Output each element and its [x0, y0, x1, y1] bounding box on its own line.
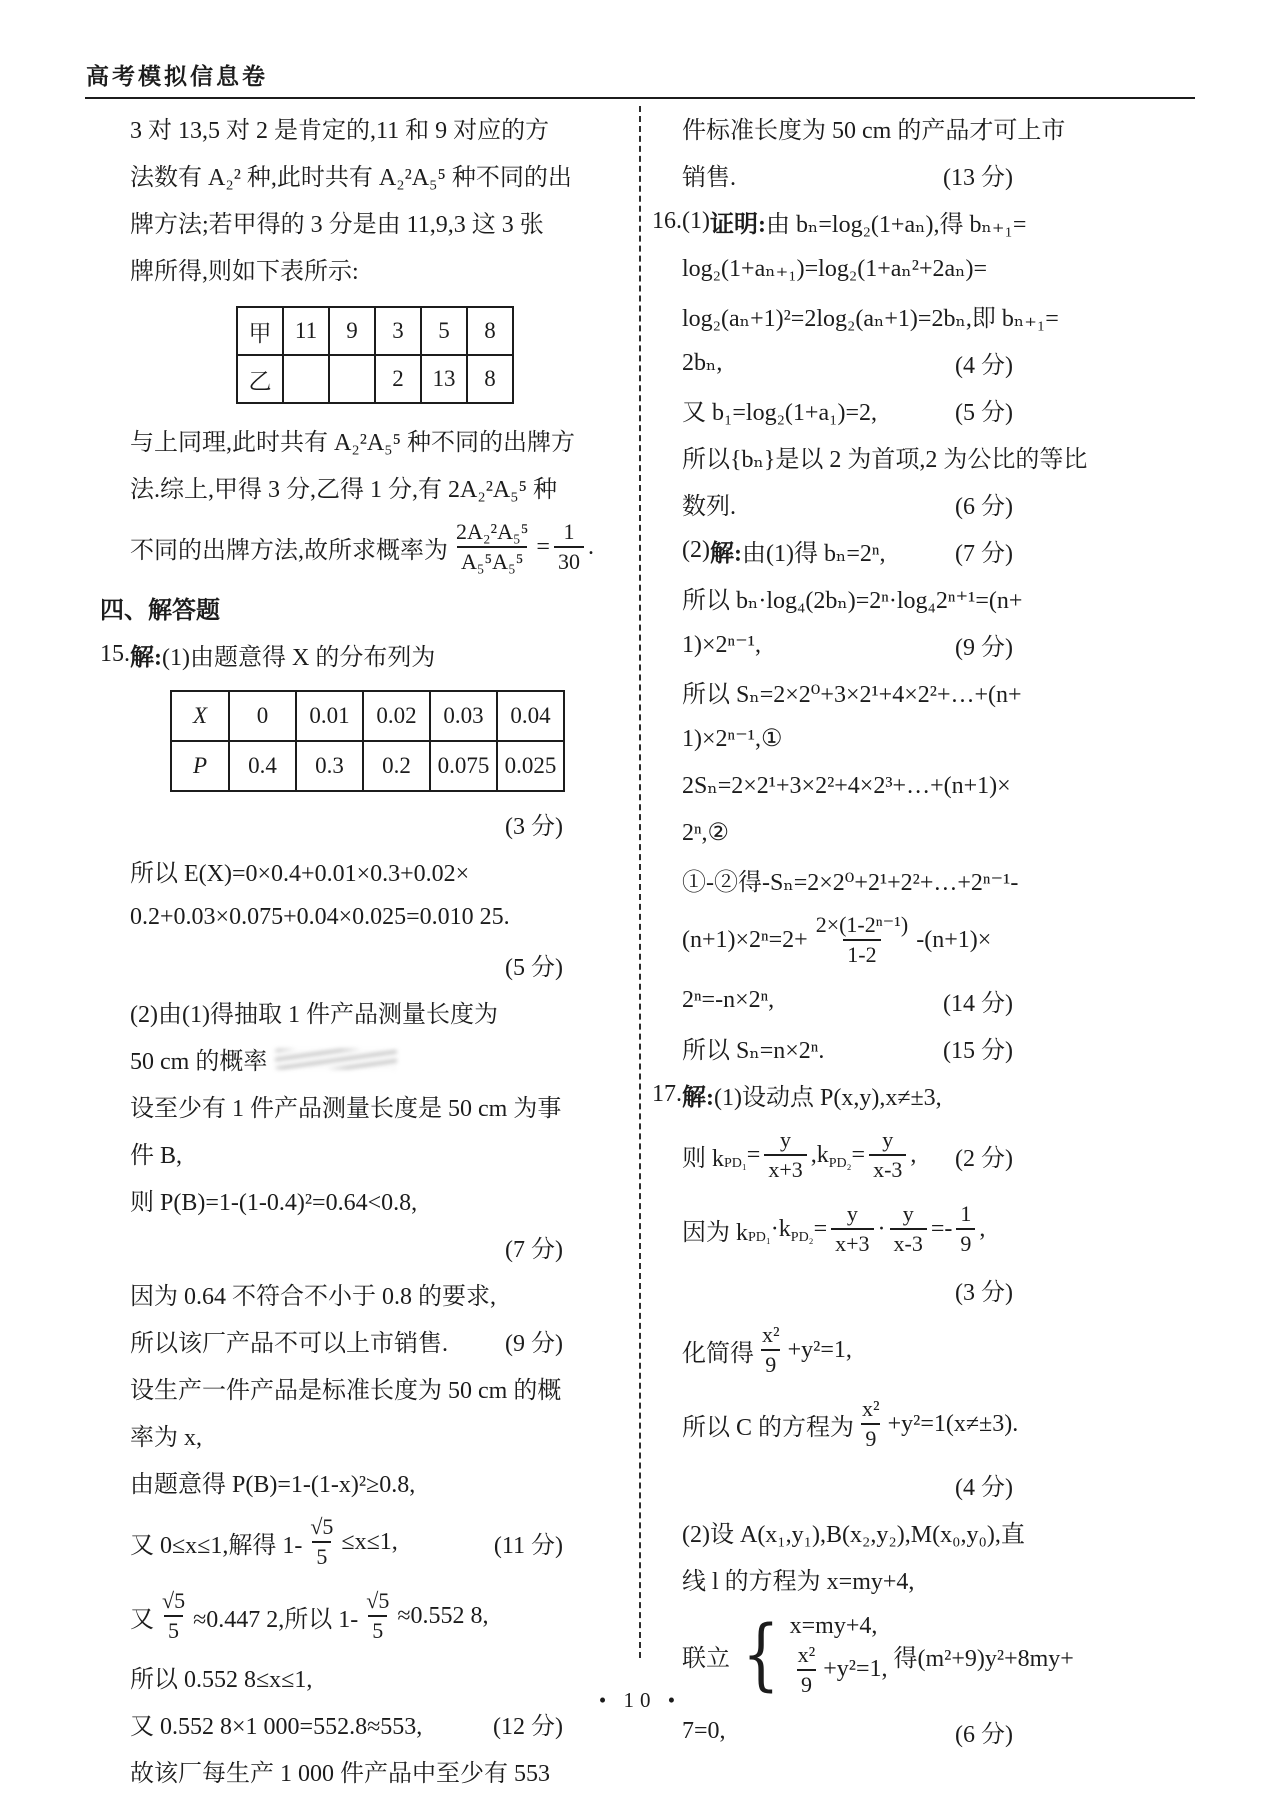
text-segment: (2)由(1)得抽取 1 件产品测量长度为	[130, 1002, 498, 1028]
fraction	[858, 1396, 884, 1452]
score-mark: (4 分)	[955, 1475, 1013, 1501]
fraction	[362, 1588, 393, 1644]
text-segment: 则 P(B)=1-(1-0.4)²=0.64<0.8,	[130, 1190, 418, 1216]
solution-line	[652, 292, 1105, 339]
text-segment: 牌方法;若甲得的 3 分是由 11,9,3 这 3 张	[130, 212, 544, 238]
text-segment: 0.2+0.03×0.075+0.04×0.025=0.010 25.	[130, 904, 510, 930]
text-segment: 所以 E(X)=0×0.4+0.01×0.3+0.02×	[130, 861, 470, 887]
table-cell: P	[171, 741, 229, 791]
text-segment: (1)设动点 P(x,y),x≠±3,	[714, 1085, 942, 1111]
solution-line	[100, 1176, 587, 1223]
text-segment: 设至少有 1 件产品测量长度是 50 cm 为事	[130, 1096, 562, 1122]
solution-line	[652, 762, 1105, 809]
solution-line	[652, 433, 1105, 480]
text-segment: 16.(1)	[652, 208, 710, 234]
fraction-denominator: 30	[554, 546, 584, 575]
solution-line	[652, 527, 1105, 574]
fraction-denominator: x+3	[831, 1228, 873, 1257]
fraction-denominator: x+3	[764, 1154, 806, 1183]
score-mark: (15 分)	[943, 1038, 1013, 1064]
text-segment: 因为 k	[682, 1219, 748, 1246]
text-segment: =	[536, 533, 550, 560]
text-segment: 故该厂每生产 1 000 件产品中至少有 553	[130, 1761, 550, 1787]
distribution-table	[170, 690, 565, 792]
bold-text-segment: 解:	[130, 645, 162, 671]
text-segment: 线 l 的方程为 x=my+4,	[682, 1569, 915, 1595]
score-line	[652, 1266, 1105, 1313]
table-cell: 0.2	[363, 741, 430, 791]
score-mark: (2 分)	[955, 1145, 1013, 1172]
solution-line	[100, 416, 587, 463]
text-segment: (2)设 A(x₁,y₁),B(x₂,y₂),M(x₀,y₀),直	[682, 1522, 1025, 1548]
text-segment: +y²=1,	[787, 1336, 852, 1363]
text-segment: +y²=1(x≠±3).	[887, 1410, 1019, 1437]
fraction	[452, 519, 532, 575]
text-segment: 联立	[682, 1645, 730, 1672]
fraction	[306, 1514, 337, 1570]
solution-line	[652, 715, 1105, 762]
score-mark: (9 分)	[955, 635, 1013, 661]
solution-line	[652, 480, 1105, 527]
fraction-numerator: 2×(1-2ⁿ⁻¹)	[815, 912, 909, 938]
section-heading	[100, 584, 587, 631]
table-cell: 0	[229, 691, 296, 741]
fraction-denominator: 9	[761, 1349, 780, 1378]
fraction-denominator: 5	[312, 1541, 331, 1570]
problem-17-line	[652, 1071, 1105, 1118]
fraction-numerator: x²	[797, 1641, 816, 1667]
score-mark: (6 分)	[955, 494, 1013, 520]
solution-line	[652, 809, 1105, 856]
table-cell: 0.01	[296, 691, 363, 741]
score-line	[100, 1223, 587, 1270]
solution-line	[652, 339, 1105, 386]
table-cell: 0.025	[497, 741, 564, 791]
fraction	[869, 1127, 906, 1183]
table-cell: 0.3	[296, 741, 363, 791]
text-segment: (n+1)×2ⁿ=2+	[682, 926, 808, 953]
table-row	[171, 741, 564, 791]
fraction	[158, 1588, 189, 1644]
text-segment: ≈0.552 8,	[397, 1602, 489, 1629]
solution-line	[652, 151, 1105, 198]
left-column	[100, 104, 594, 1794]
text-segment: 牌所得,则如下表所示:	[130, 259, 359, 285]
right-column	[652, 104, 1105, 1755]
fraction-numerator: 2A₂²A₅⁵	[456, 519, 529, 545]
text-segment: ≈0.447 2,所以 1-	[193, 1606, 359, 1633]
text-segment: ,k	[810, 1141, 829, 1168]
fraction-denominator: 1-2	[843, 939, 880, 968]
text-segment: 由题意得 P(B)=1-(1-x)²≥0.8,	[130, 1472, 416, 1498]
fraction-denominator: x-3	[890, 1228, 927, 1257]
table-cell: X	[171, 691, 229, 741]
text-segment: 所以{bₙ}是以 2 为首项,2 为公比的等比	[682, 447, 1088, 473]
text-segment: 2ⁿ=-n×2ⁿ,	[682, 987, 775, 1013]
text-segment: (1)由题意得 X 的分布列为	[162, 645, 436, 671]
score-mark: (5 分)	[955, 400, 1013, 426]
fraction-numerator: y	[846, 1201, 858, 1227]
text-segment: 法.综上,甲得 3 分,乙得 1 分,有 2A₂²A₅⁵ 种	[130, 477, 557, 503]
fraction-numerator: √5	[310, 1514, 334, 1540]
text-segment: 设生产一件产品是标准长度为 50 cm 的概	[130, 1378, 562, 1404]
score-mark: (9 分)	[505, 1331, 563, 1357]
text-segment: log₂(1+aₙ₊₁)=log₂(1+aₙ²+2aₙ)=	[682, 256, 988, 282]
table-cell: 8	[467, 307, 513, 355]
fraction-numerator: x²	[862, 1396, 880, 1422]
solution-line	[100, 104, 587, 151]
fraction-denominator: A₅⁵A₅⁵	[457, 546, 527, 575]
score-mark: (6 分)	[955, 1722, 1013, 1748]
text-segment: 所以 0.552 8≤x≤1,	[130, 1667, 313, 1693]
table-cell: 8	[467, 355, 513, 403]
text-segment: =-	[930, 1215, 953, 1242]
solution-line	[100, 847, 587, 894]
solution-line	[652, 574, 1105, 621]
subscript-segment: PD₁	[748, 1230, 771, 1245]
table-cell: 0.03	[430, 691, 497, 741]
solution-line	[652, 977, 1105, 1024]
solution-line	[652, 386, 1105, 433]
header-rule	[85, 97, 1195, 99]
text-segment: 15.	[100, 641, 130, 667]
text-segment: 所以该厂产品不可以上市销售.	[130, 1331, 448, 1357]
score-mark: (12 分)	[493, 1714, 563, 1740]
text-segment: 7=0,	[682, 1718, 726, 1744]
text-segment: 又	[130, 1606, 154, 1633]
text-segment: 所以 bₙ·log₄(2bₙ)=2ⁿ·log₄2ⁿ⁺¹=(n+	[682, 588, 1023, 614]
fraction	[554, 519, 584, 575]
text-segment: ·k	[770, 1215, 791, 1242]
text-segment: 由 bₙ=log₂(1+aₙ),得 bₙ₊₁=	[765, 212, 1027, 238]
fraction-numerator: √5	[366, 1588, 390, 1614]
brace-glyph: {	[742, 1609, 780, 1700]
score-line	[100, 941, 587, 988]
solution-line	[100, 894, 587, 941]
fraction-numerator: 1	[960, 1201, 972, 1227]
solution-line	[652, 1708, 1105, 1755]
solution-line-fraction	[100, 510, 594, 584]
text-segment: 又 b₁=log₂(1+a₁)=2,	[682, 400, 878, 426]
text-segment: 2ⁿ,②	[682, 820, 730, 846]
table-cell: 11	[283, 307, 329, 355]
solution-line-smudged	[100, 1035, 587, 1082]
fraction-denominator: 5	[164, 1615, 183, 1644]
table-cell: 0.4	[229, 741, 296, 791]
fraction-numerator: y	[902, 1201, 914, 1227]
text-segment: 化简得	[682, 1340, 754, 1367]
score-mark: (4 分)	[955, 353, 1013, 379]
table-cell	[329, 355, 375, 403]
fraction	[812, 912, 913, 968]
fraction-denominator: x-3	[869, 1154, 906, 1183]
text-segment: 又 0≤x≤1,解得 1-	[130, 1532, 303, 1559]
text-segment: -(n+1)×	[916, 926, 992, 953]
solution-line	[652, 1508, 1105, 1555]
fraction-denominator: 9	[861, 1423, 880, 1452]
score-mark: (3 分)	[505, 814, 563, 840]
table-cell: 0.02	[363, 691, 430, 741]
text-segment: log₂(aₙ+1)²=2log₂(aₙ+1)=2bₙ,即 bₙ₊₁=	[682, 306, 1059, 332]
card-score-table	[236, 306, 514, 404]
solution-line	[100, 1458, 587, 1505]
table-row	[237, 355, 513, 403]
solution-line	[652, 104, 1105, 151]
text-segment: 又 0.552 8×1 000=552.8≈553,	[130, 1714, 423, 1740]
redaction-smudge	[275, 1049, 397, 1069]
text-segment: 由(1)得 bₙ=2ⁿ,	[741, 541, 886, 567]
table-cell: 3	[375, 307, 421, 355]
fraction-numerator: √5	[162, 1588, 186, 1614]
table-row	[171, 691, 564, 741]
fraction	[956, 1201, 975, 1257]
score-mark: (3 分)	[955, 1280, 1013, 1306]
text-segment: 3 对 13,5 对 2 是肯定的,11 和 9 对应的方	[130, 118, 550, 144]
solution-line	[652, 668, 1105, 715]
solution-line-fraction	[100, 1505, 587, 1579]
score-mark: (7 分)	[955, 541, 1013, 567]
subscript-segment: PD₂	[828, 1156, 852, 1171]
score-mark: (13 分)	[943, 165, 1013, 191]
fraction-denominator: 9	[797, 1669, 816, 1698]
solution-line	[100, 988, 587, 1035]
column-divider	[639, 106, 641, 1658]
table-cell: 2	[375, 355, 421, 403]
fraction	[764, 1127, 806, 1183]
solution-line	[100, 1129, 587, 1176]
fraction	[831, 1201, 873, 1257]
table-cell	[283, 355, 329, 403]
text-segment: ,	[910, 1141, 917, 1168]
solution-line	[100, 1270, 587, 1317]
subscript-segment: PD₂	[790, 1230, 814, 1245]
text-segment: 50 cm 的概率	[130, 1049, 268, 1075]
text-segment: 数列.	[682, 494, 736, 520]
fraction-numerator: y	[780, 1127, 792, 1153]
fraction-denominator: 5	[368, 1615, 387, 1644]
equation-stack-row	[790, 1613, 878, 1640]
text-segment: 法数有 A₂² 种,此时共有 A₂²A₅⁵ 种不同的出	[130, 165, 572, 191]
text-segment: 不同的出牌方法,故所求概率为	[130, 537, 448, 564]
fraction-numerator: y	[882, 1127, 894, 1153]
table-cell: 0.075	[430, 741, 497, 791]
table-row	[237, 307, 513, 355]
solution-line	[100, 1082, 587, 1129]
text-segment: (2)	[682, 537, 710, 563]
table-cell: 5	[421, 307, 467, 355]
solution-line	[100, 245, 587, 292]
text-segment: ≤x≤1,	[341, 1528, 398, 1555]
problem-16-line	[652, 198, 1105, 245]
score-mark: (7 分)	[505, 1237, 563, 1263]
solution-line	[652, 621, 1105, 668]
solution-line	[652, 245, 1105, 292]
score-mark: (14 分)	[943, 991, 1013, 1017]
solution-line	[652, 856, 1105, 903]
solution-line	[100, 151, 587, 198]
solution-line-fraction	[652, 903, 1105, 977]
page-number: • 10 •	[598, 1688, 682, 1712]
text-segment: 率为 x,	[130, 1425, 202, 1451]
text-segment: x=my+4,	[789, 1612, 878, 1639]
page-title: 高考模拟信息卷	[86, 64, 268, 89]
text-segment: 2bₙ,	[682, 350, 723, 376]
fraction-numerator: x²	[762, 1322, 780, 1348]
table-cell: 0.04	[497, 691, 564, 741]
problem-15-line	[100, 631, 587, 678]
subscript-segment: PD₁	[724, 1156, 747, 1171]
solution-line	[100, 1747, 587, 1794]
table-cell: 13	[421, 355, 467, 403]
solution-line	[652, 1024, 1105, 1071]
fraction-denominator: 9	[956, 1228, 975, 1257]
solution-line-fraction	[652, 1192, 1105, 1266]
text-segment: 与上同理,此时共有 A₂²A₅⁵ 种不同的出牌方	[130, 430, 575, 456]
text-segment: 得(m²+9)y²+8my+	[893, 1645, 1074, 1672]
text-segment: 2Sₙ=2×2¹+3×2²+4×2³+…+(n+1)×	[682, 773, 1011, 799]
bold-text-segment: 解:	[709, 541, 742, 567]
bold-text-segment: 四、解答题	[100, 598, 220, 624]
text-segment: ·	[877, 1215, 886, 1242]
solution-line	[100, 1411, 587, 1458]
text-segment: ①-②得-Sₙ=2×2⁰+2¹+2²+…+2ⁿ⁻¹-	[682, 870, 1019, 896]
score-mark: (11 分)	[493, 1532, 563, 1559]
table-cell: 甲	[237, 307, 283, 355]
text-segment: 销售.	[682, 165, 736, 191]
bold-text-segment: 解:	[682, 1085, 714, 1111]
solution-line	[100, 198, 587, 245]
text-segment: .	[587, 533, 594, 560]
text-segment: 1)×2ⁿ⁻¹,	[682, 632, 761, 658]
fraction-numerator: 1	[563, 519, 575, 545]
solution-line-fraction	[652, 1313, 1105, 1387]
text-segment: ,	[979, 1215, 986, 1242]
table-cell: 9	[329, 307, 375, 355]
solution-line	[100, 463, 587, 510]
solution-line-fraction	[652, 1387, 1105, 1461]
solution-line	[100, 1317, 587, 1364]
equation-stack	[790, 1613, 888, 1698]
solution-line-fraction	[100, 1579, 587, 1653]
bold-text-segment: 证明:	[709, 212, 766, 238]
solution-line-fraction	[652, 1118, 1105, 1192]
text-segment: 因为 0.64 不符合不小于 0.8 的要求,	[130, 1284, 496, 1310]
text-segment: =	[746, 1141, 761, 1168]
text-segment: 1)×2ⁿ⁻¹,①	[682, 726, 783, 752]
solution-line	[652, 1555, 1105, 1602]
text-segment: 件 B,	[130, 1143, 183, 1169]
text-segment: 17.	[652, 1081, 682, 1107]
score-line	[100, 800, 587, 847]
text-segment: 则 k	[682, 1145, 724, 1172]
score-line	[652, 1461, 1105, 1508]
table-cell: 乙	[237, 355, 283, 403]
text-segment: 所以 Sₙ=n×2ⁿ.	[682, 1038, 825, 1064]
text-segment: =	[813, 1215, 828, 1242]
solution-line	[100, 1364, 587, 1411]
score-mark: (5 分)	[505, 955, 563, 981]
fraction	[890, 1201, 927, 1257]
fraction	[758, 1322, 784, 1378]
text-segment: 所以 Sₙ=2×2⁰+3×2¹+4×2²+…+(n+	[682, 682, 1022, 708]
text-segment: +y²=1,	[823, 1656, 888, 1682]
text-segment: 所以 C 的方程为	[682, 1414, 855, 1441]
text-segment: 件标准长度为 50 cm 的产品才可上市	[682, 118, 1066, 144]
text-segment: =	[851, 1141, 866, 1168]
